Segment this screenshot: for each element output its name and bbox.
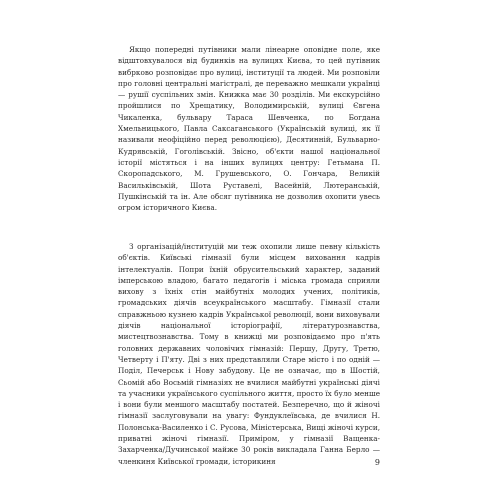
paragraph: Якщо попередні путівники мали лінеарне оповідне поле, яке відштовхувалося від будинків на вулицях Києва, то цей путівник вибрково розповідає про вулиці, інституції та людей. Ми розповіли про головні центральні магістралі, де переважно мешкали українці — рушії суспільних змін. Книжка має 30 розділів. Ми екскурсійно пройшлися по Хрещатику, Володимирській, вулиці Євгена Чикаленка, бульвару Тараса Шевченка, по Богдана Хмельницького, Павла Саксаганського (Українській вулиці, як її називали неофіційно перед революцією), Десятинній, Бульварно-Кудрявській, Гоголівській. Звісно, об'єкти нашої національної історії містяться і на інших вулицях центру: Гетьмана П. Скоропадського, М. Грушевського, О. Гончара, Великій Васильківській, Шота Руставелі, Васейній, Лютеранській, Пушкінській та ін. Але обсяг путівника не дозволив охопити увесь огром історичного Києва. xyxy=(118,45,380,213)
paragraph: З організацій/інституцій ми теж охопили лише певну кількість об'єктів. Київські гімназії були місцем виховання кадрів інтелектуалів. Попри їхній обрусительський характер, заданий імперською владою, багато педагогів і міська громада сприяли вихову з їхніх стін майбутніх молодих учених, політиків, громадських діячів всеукраїнського масштабу. Гімназії стали справжньою кузнею кадрів Української революції, вони виховували діячів національної історіографії, літературознавства, мистецтвознавства. Тому в книжці ми розповідаємо про п'ять головних державних чоловічих гімназій: Першу, Другу, Третю, Четверту і П'яту. Дві з них представляли Старе місто і по одній — Поділ, Печерськ і Нову забудову. Це не означає, що в Шостій, Сьомій або Восьмій гімназіях не вчилися майбутні українські діячі та учасники українського суспільного життя, просто їх було менше і вони були меншого масштабу постатей. Безперечно, що й жіночі гімназії заслуговували на увагу: Фундуклеївська, де вчилися Н. Полонська-Василенко і С. Русова, Міністерська, Вищі жіночі курси, приватні жіночі гімназії. Приміром, у гімназії Ващенка-Захарченка/Дучинської майже 30 років викладала Ганна Берло — членкиня Київської громади, історикиня xyxy=(118,242,380,466)
page-number: 9 xyxy=(374,458,380,467)
